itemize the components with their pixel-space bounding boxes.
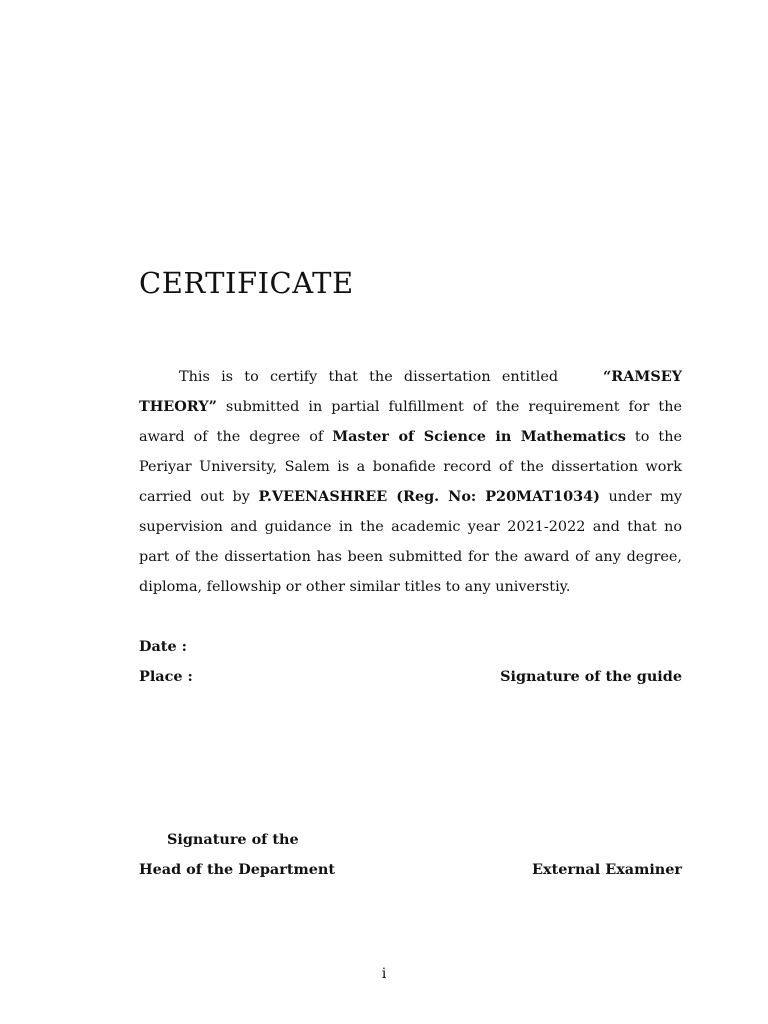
dissertation-title: “RAMSEY THEORY”	[139, 368, 682, 415]
statement-part-2: submitted in partial fulfillment of the requirement for the award of the degree of	[139, 399, 682, 445]
hod-signature-row-2	[139, 861, 682, 878]
hod-signature-label-line2: Head of the Department	[139, 861, 335, 878]
statement-part-4: under my supervision and guidance in the academic year 2021-2022 and that no part of the dissertation has been submitted for the award of any degree, diploma, fellowship or other similar titles to any universtiy.	[139, 489, 682, 595]
page-number: i	[381, 966, 387, 982]
statement-part-1: This is to certify that the dissertation entitled	[179, 369, 559, 385]
page-title: CERTIFICATE	[139, 266, 354, 300]
student-name: P.VEENASHREE (Reg. No: P20MAT1034)	[258, 488, 600, 505]
place-label: Place :	[139, 668, 193, 685]
date-label: Date :	[139, 638, 187, 655]
certificate-statement	[139, 362, 682, 602]
statement-part-3: to the Periyar University, Salem is a bonafide record of the dissertation work carried out by	[139, 429, 682, 505]
external-examiner-label: External Examiner	[532, 861, 682, 878]
guide-signature-label: Signature of the guide	[500, 668, 682, 685]
place-row	[139, 668, 682, 685]
hod-signature-label-line1: Signature of the	[167, 831, 299, 848]
degree-name: Master of Science in Mathematics	[332, 428, 626, 445]
date-row	[139, 638, 682, 655]
